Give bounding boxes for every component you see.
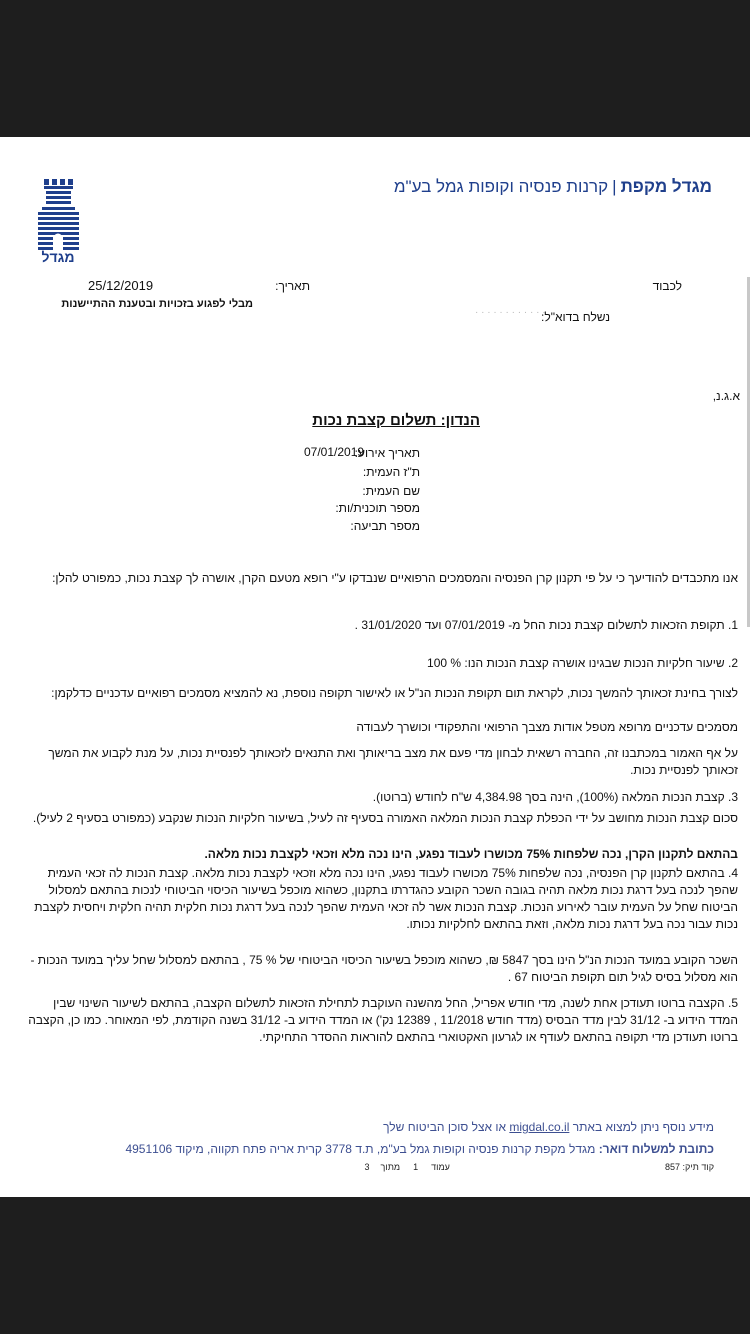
item-2: 2. שיעור חלקיות הנכות שבגינו אושרה קצבת הנכות הנו: % 100 xyxy=(427,656,738,670)
item-3: 3. קצבת הנכות המלאה (100%), הינה בסך 4,384.98 ש"ח לחודש (ברוטו). xyxy=(372,790,738,804)
footer-address-value: מגדל מקפת קרנות פנסיה וקופות גמל בע"מ, ת.ד 3778 קרית אריה פתח תקווה, מיקוד 4951106 xyxy=(125,1142,596,1156)
logo-text: מגדל xyxy=(41,249,75,265)
item-5: 5. הקצבה ברוטו תעודכן אחת לשנה, מדי חודש אפריל, החל מהשנה העוקבת לתחילת הזכאות לתשלום הקצבה, בהתאם לשיעור השינוי שבין המדד הידוע ב- 31/12 לבין מדד הבסיס (מדד חודש 11/2018 , 12389 נק') או המדד הידוע ב- 31/12 בשנה הקודמת, לפי המאוחר. כמו כן, הקצבה ברוטו תעודכן מדי תקופה בהתאם לעודף או לגרעון האקטוארי בהתאם להוראות ההסדר התחיקתי. xyxy=(28,996,738,1044)
redacted-email: · · · · · · · · · · · · xyxy=(475,307,546,318)
file-code-value: 857 xyxy=(664,1162,680,1172)
item-2-note-c: על אף האמור במכתבנו זה, החברה רשאית לבחון מדי פעם את מצב בריאותך ואת התנאים לזכאותך לפנסיית נכות, על מנת לקבוע את המשך זכאותך לפנסיית נכות. xyxy=(48,746,738,777)
footer-address-label: כתובת למשלוח דואר: xyxy=(598,1142,714,1156)
item-2-note-b: מסמכים עדכניים מרופא מטפל אודות מצבך הרפואי והתפקודי וכושרך לעבודה xyxy=(356,720,738,734)
intro-paragraph: אנו מתכבדים להודיעך כי על פי תקנון קרן הפנסיה והמסמכים הרפואיים שנבדקו ע"י רופא מטעם הקרן, אושרה לך קצבת נכות, כמפורט להלן: xyxy=(52,571,738,585)
event-date-value: 07/01/2019 xyxy=(304,445,365,459)
footer-info xyxy=(383,1120,714,1134)
page-label: עמוד xyxy=(431,1162,450,1172)
page-total: 3 xyxy=(364,1162,370,1172)
to-label: לכבוד xyxy=(652,279,682,293)
plan-number-label: מספר תוכנית/ות: xyxy=(335,501,420,515)
footer-address xyxy=(125,1142,714,1156)
salutation: א.ג.נ, xyxy=(712,389,740,403)
item-4-note: השכר הקובע במועד הנכות הנ"ל הינו בסך 5847 ₪, כשהוא מוכפל בשיעור הכיסוי הביטוחי של % 75 , בהתאם למסלול שחל עליך במועד הנכות - הוא מסלול בסיס לגיל תום תקופת הביטוח 67 . xyxy=(30,953,738,984)
item-4: 4. בהתאם לתקנון קרן הפנסיה, נכה שלפחות 75% מכושרו לעבוד נפגע, הינו נכה מלא וזכאי לקצבת נכות מלאה. קצבת הנכות לה זכאי העמית שהפך לנכה בעל דרגת נכות מלאה תהיה בגובה השכר הקובע כהגדרתו בתקנון, כשהוא מוכפל בשיעור הכיסוי הביטוחי לנכות בהתאם למסלול הביטוח שחל על העמית עובר לאירוע הנכות. קצבת הנכות אשר לה זכאי העמית שהפך לנכה בעל דרגת נכות חלקית תהיה חלקית ויחסית לקצבת נכות עבור נכה בעל דרגת נכות מלאה, וזאת בהתאם לחלקיות נכותו. xyxy=(34,866,738,931)
item-3-note: סכום קצבת הנכות מחושב על ידי הכפלת קצבת הנכות המלאה האמורה בסעיף זה לעיל, בשיעור חלקיות הנכות שנקבע (כמפורט בסעיף 2 לעיל). xyxy=(32,811,738,825)
footer-page-info xyxy=(34,1162,714,1172)
brand-tagline: קרנות פנסיה וקופות גמל בע"מ xyxy=(393,177,609,196)
sent-by-mail-label: נשלח בדוא"ל: xyxy=(541,310,610,324)
claim-number-label: מספר תביעה: xyxy=(350,519,420,533)
footer-site-link[interactable]: migdal.co.il xyxy=(509,1120,570,1134)
brand-header xyxy=(394,177,712,197)
footer-info-suffix: או אצל סוכן הביטוח שלך xyxy=(383,1120,506,1134)
brand-name: מגדל מקפת xyxy=(620,177,712,196)
page-of-label: מתוך xyxy=(380,1162,401,1172)
item-2-note-a: לצורך בחינת זכאותך להמשך נכות, לקראת תום תקופת הנכות הנ"ל או לאישור תקופה נוספת, נא להמציא מסמכים רפואיים עדכניים כדלקמן: xyxy=(51,686,738,700)
letter-page xyxy=(0,137,750,1197)
footer-info-prefix: מידע נוסף ניתן למצוא באתר xyxy=(572,1120,714,1134)
page-current: 1 xyxy=(413,1162,419,1172)
date-value: 25/12/2019 xyxy=(88,278,154,293)
disclaimer: מבלי לפגוע בזכויות ובטענת ההתיישנות xyxy=(61,298,253,310)
file-code-label: קוד תיק: xyxy=(682,1162,714,1172)
member-name-label: שם העמית: xyxy=(362,484,420,498)
event-date-label: תאריך אירוע: xyxy=(354,446,420,460)
member-id-label: ת"ז העמית: xyxy=(362,465,420,479)
date-label: תאריך: xyxy=(275,279,310,293)
item-3-bold-note: בהתאם לתקנון הקרן, נכה שלפחות 75% מכושרו לעבוד נפגע, הינו נכה מלא וזכאי לקצבת נכות מלאה. xyxy=(204,847,738,861)
brand-separator: | xyxy=(612,177,617,196)
subject-title: הנדון: תשלום קצבת נכות xyxy=(312,412,480,429)
item-1: 1. תקופת הזכאות לתשלום קצבת נכות החל מ- 07/01/2019 ועד 31/01/2020 . xyxy=(354,618,738,632)
